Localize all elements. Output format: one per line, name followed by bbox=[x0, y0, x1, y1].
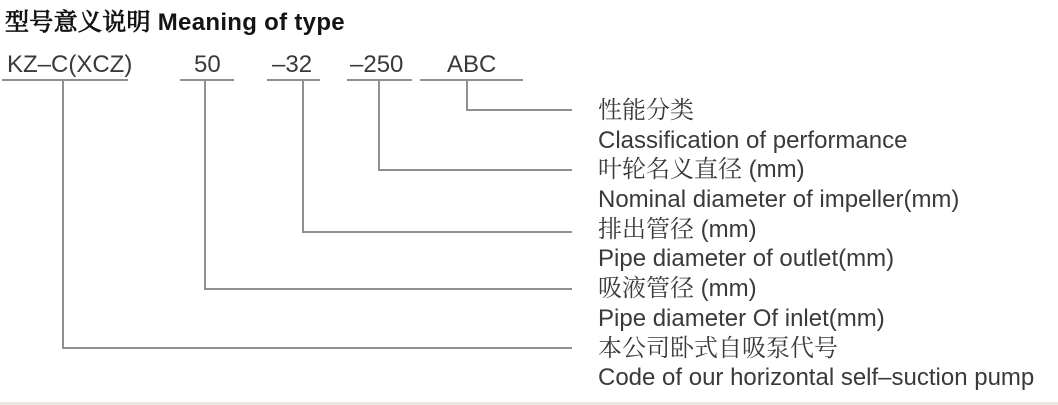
page-title: 型号意义说明 Meaning of type bbox=[5, 9, 345, 36]
label-en-inlet: Pipe diameter Of inlet(mm) bbox=[598, 304, 885, 332]
label-zh-impeller: 叶轮名义直径 (mm) bbox=[598, 156, 805, 184]
label-zh-inlet: 吸液管径 (mm) bbox=[598, 275, 757, 303]
label-zh-performance: 性能分类 bbox=[598, 97, 694, 124]
model-code-segment-outlet: –32 bbox=[272, 51, 313, 78]
label-zh-outlet: 排出管径 (mm) bbox=[598, 215, 757, 243]
model-code-segment-pump-code: KZ–C(XCZ) bbox=[7, 51, 133, 78]
model-code-segment-impeller: –250 bbox=[350, 51, 404, 78]
model-code-segment-performance: ABC bbox=[447, 51, 497, 78]
label-zh-pump-code: 本公司卧式自吸泵代号 bbox=[598, 334, 838, 362]
model-code-segment-inlet: 50 bbox=[194, 51, 221, 78]
legend bbox=[598, 96, 1034, 393]
connector-line-performance bbox=[466, 81, 572, 111]
label-en-performance: Classification of performance bbox=[598, 126, 908, 154]
label-en-impeller: Nominal diameter of impeller(mm) bbox=[598, 186, 960, 214]
label-en-outlet: Pipe diameter of outlet(mm) bbox=[598, 245, 895, 273]
label-en-pump-code: Code of our horizontal self–suction pump bbox=[598, 364, 1035, 392]
